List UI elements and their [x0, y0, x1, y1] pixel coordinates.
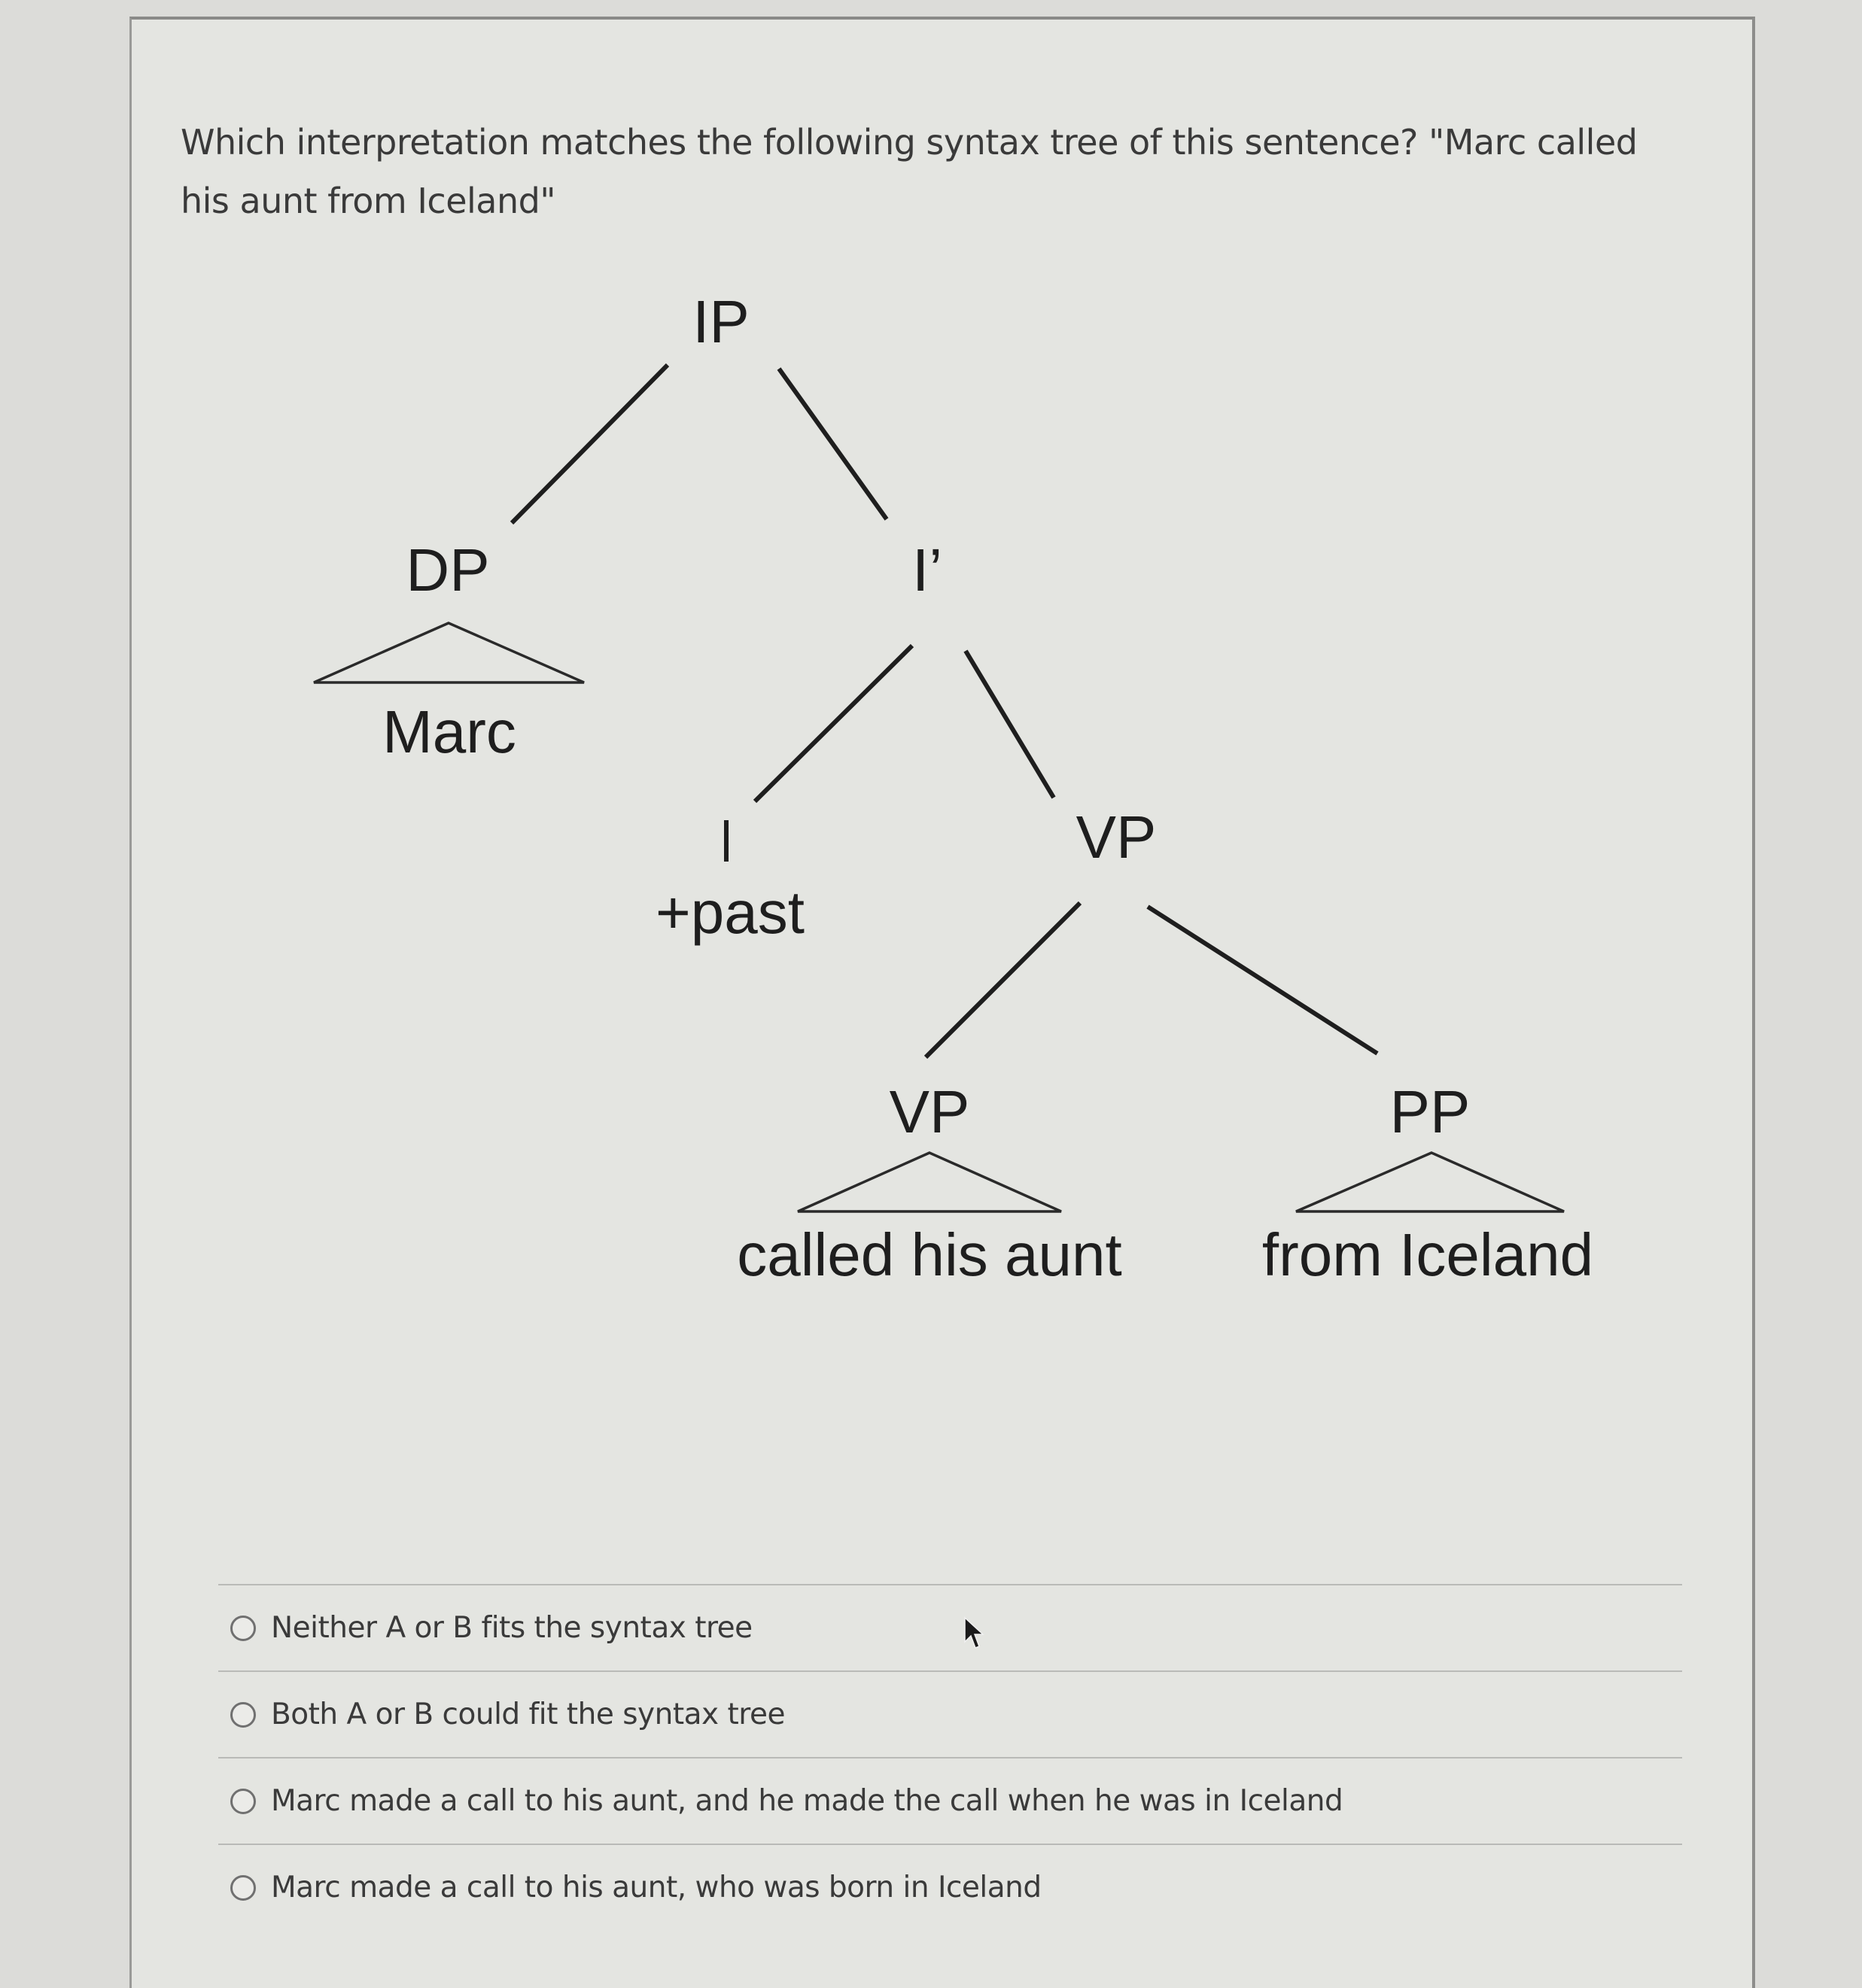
question-text: Which interpretation matches the following syntax tree of this sentence? "Marc called his aunt from Iceland": [181, 122, 1638, 221]
branch-vp-vp: [926, 903, 1080, 1057]
answer-label: Neither A or B fits the syntax tree: [271, 1611, 753, 1645]
answer-label: Marc made a call to his aunt, who was born in Iceland: [271, 1871, 1042, 1904]
node-vp-low: VP: [889, 1078, 970, 1145]
node-vp-top: VP: [1076, 804, 1157, 871]
answer-label: Marc made a call to his aunt, and he made the call when he was in Iceland: [271, 1784, 1343, 1818]
branch-ibar-i: [755, 646, 912, 801]
mouse-pointer-icon: [963, 1616, 986, 1651]
triangle-vp: [798, 1153, 1061, 1211]
node-i: I: [717, 804, 735, 871]
leaf-called-his-aunt: called his aunt: [737, 1221, 1122, 1288]
answer-options: [218, 1584, 1682, 1930]
radio-button[interactable]: [230, 1702, 256, 1728]
branch-ibar-vp: [966, 651, 1054, 798]
leaf-from-iceland: from Iceland: [1261, 1221, 1594, 1288]
node-ip: IP: [692, 288, 750, 355]
branch-vp-pp: [1148, 907, 1377, 1053]
radio-button[interactable]: [230, 1789, 256, 1814]
node-dp: DP: [406, 537, 490, 603]
answer-option-neither[interactable]: [218, 1584, 1682, 1670]
radio-button[interactable]: [230, 1616, 256, 1641]
answer-option-both[interactable]: [218, 1670, 1682, 1757]
node-ibar: I’: [912, 537, 942, 603]
leaf-past: +past: [656, 879, 805, 946]
answer-label: Both A or B could fit the syntax tree: [271, 1698, 785, 1731]
triangle-dp: [314, 623, 584, 682]
answer-option-call-from-iceland[interactable]: [218, 1757, 1682, 1844]
leaf-marc: Marc: [382, 698, 516, 765]
node-pp: PP: [1389, 1078, 1471, 1145]
branch-ip-ibar: [779, 369, 887, 519]
answer-option-aunt-from-iceland[interactable]: [218, 1844, 1682, 1930]
radio-button[interactable]: [230, 1875, 256, 1901]
triangle-pp: [1296, 1153, 1564, 1211]
branch-ip-dp: [512, 365, 668, 523]
